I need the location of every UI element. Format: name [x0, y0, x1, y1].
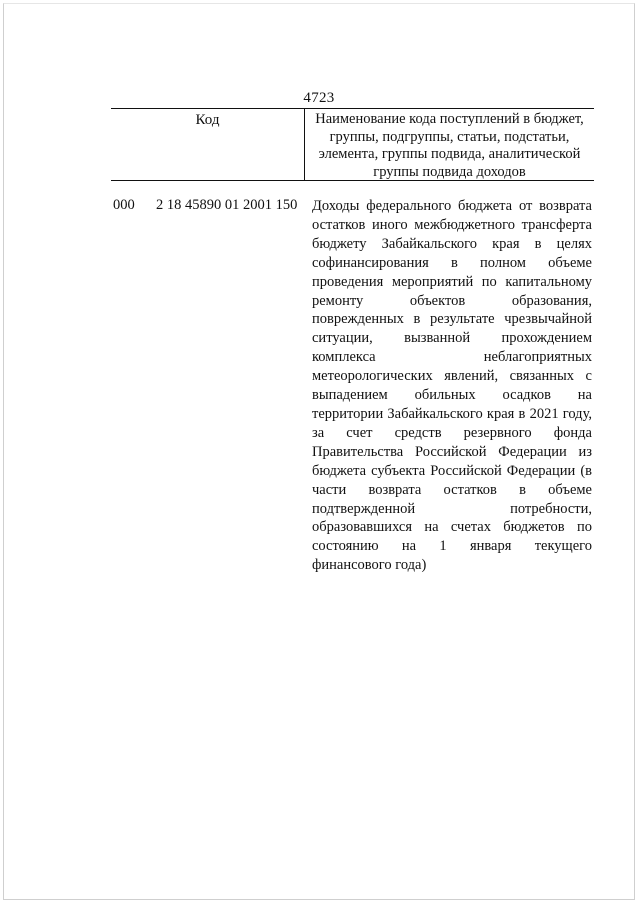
table-row [111, 197, 594, 574]
admin-code: 000 [113, 197, 135, 213]
document-page [3, 3, 635, 900]
income-code: 2 18 45890 01 2001 150 [156, 197, 298, 213]
table-header [111, 108, 594, 181]
header-name-column: Наименование кода поступлений в бюджет, группы, подгруппы, статьи, подстатьи, элемента, группы подвида, аналитической группы подвида доходов [315, 111, 584, 180]
income-description: Доходы федерального бюджета от возврата остатков иного межбюджетного трансферта бюджету Забайкальского края в целях софинансирования в полном объеме проведения мероприятий по капитальному ремонту объектов образования, поврежденных в результате чрезвычайной ситуации, вызванной прохождением комплекса неблагоприятных метеорологических явлений, связанных с выпадением обильных осадков на территории Забайкальского края в 2021 году, за счет средств резервного фонда Правительства Российской Федерации из бюджета субъекта Российской Федерации (в части возврата остатков в объеме подтвержденной потребности, образовавшихся на счетах бюджетов по состоянию на 1 января текущего финансового года) [312, 198, 592, 574]
page-number: 4723 [303, 90, 335, 106]
header-code-column: Код [111, 109, 305, 180]
